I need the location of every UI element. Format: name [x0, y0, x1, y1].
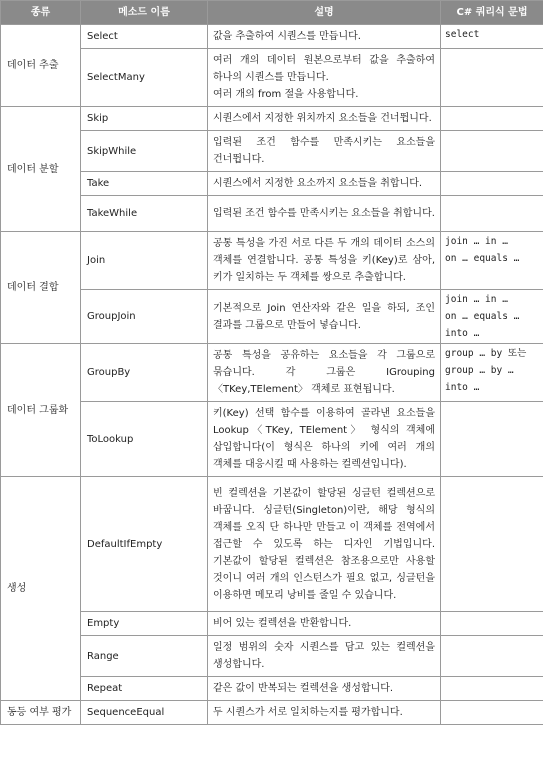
method-name-cell: Empty	[81, 612, 208, 636]
header-row	[1, 1, 543, 25]
header-method: 메소드 이름	[81, 1, 208, 25]
category-cell: 데이터 추출	[1, 25, 81, 107]
table-row	[1, 49, 543, 107]
method-name-cell: Join	[81, 232, 208, 290]
description-cell	[208, 701, 441, 725]
description-cell	[208, 196, 441, 232]
header-description: 설명	[208, 1, 441, 25]
description-cell	[208, 107, 441, 131]
table-row	[1, 344, 543, 402]
table-row	[1, 636, 543, 677]
table-row	[1, 107, 543, 131]
method-name-cell: GroupJoin	[81, 290, 208, 344]
query-syntax-cell	[441, 612, 543, 636]
method-name-cell: GroupBy	[81, 344, 208, 402]
description-text: 입력된 조건 함수를 만족시키는 요소들을 취합니다.	[213, 208, 435, 219]
description-text: 공통 특성을 공유하는 요소들을 각 그룹으로 묶습니다. 각 그룹은 IGrouping〈TKey,TElement〉 객체로 표현됩니다.	[213, 350, 435, 395]
description-cell	[208, 172, 441, 196]
method-name-cell: SequenceEqual	[81, 701, 208, 725]
description-cell	[208, 232, 441, 290]
query-syntax-cell: group … by 또는 group … by … into …	[441, 344, 543, 402]
query-syntax-cell	[441, 196, 543, 232]
table-row	[1, 612, 543, 636]
method-name-cell: TakeWhile	[81, 196, 208, 232]
query-syntax-cell	[441, 477, 543, 612]
table-row	[1, 677, 543, 701]
description-cell	[208, 477, 441, 612]
description-text: 같은 값이 반복되는 컬렉션을 생성합니다.	[213, 683, 394, 694]
table-header	[1, 1, 543, 25]
table-row	[1, 196, 543, 232]
query-syntax-cell	[441, 402, 543, 477]
method-name-cell: SkipWhile	[81, 131, 208, 172]
table-row	[1, 701, 543, 725]
query-syntax-cell	[441, 701, 543, 725]
method-name-cell: ToLookup	[81, 402, 208, 477]
method-name-cell: Select	[81, 25, 208, 49]
description-cell	[208, 402, 441, 477]
description-cell	[208, 344, 441, 402]
method-name-cell: SelectMany	[81, 49, 208, 107]
table-row	[1, 172, 543, 196]
table-row	[1, 477, 543, 612]
query-syntax-cell: select	[441, 25, 543, 49]
table-row	[1, 25, 543, 49]
description-text: 기본적으로 Join 연산자와 같은 일을 하되, 조인 결과를 그룹으로 만들어 넣습니다.	[213, 302, 435, 331]
query-syntax-cell	[441, 677, 543, 701]
method-name-cell: DefaultIfEmpty	[81, 477, 208, 612]
category-cell: 데이터 분할	[1, 107, 81, 232]
category-cell: 데이터 결합	[1, 232, 81, 344]
description-text: 두 시퀀스가 서로 일치하는지를 평가합니다.	[213, 707, 403, 718]
description-cell	[208, 636, 441, 677]
description-text: 값을 추출하여 시퀀스를 만듭니다.	[213, 31, 361, 42]
description-text: 입력된 조건 함수를 만족시키는 요소들을 건너뜁니다.	[213, 137, 435, 165]
method-name-cell: Repeat	[81, 677, 208, 701]
description-cell	[208, 131, 441, 172]
description-text: 비어 있는 컬렉션을 반환합니다.	[213, 618, 352, 629]
header-category: 종류	[1, 1, 81, 25]
description-text: 시퀀스에서 지정한 위치까지 요소들을 건너뜁니다.	[213, 113, 432, 124]
method-name-cell: Take	[81, 172, 208, 196]
description-text: 빈 컬렉션을 기본값이 할당된 싱글턴 컬렉션으로 바꿉니다. 싱글턴(Singleton)이란, 해당 형식의 객체를 오직 단 하나만 만들고 이 객체를 전역에서 접근할 수 있도록 하는 디자인 기법입니다. 기본값이 할당된 컬렉션은 참조용으로만 사용할 것이니 여러 개의 인스턴스가 필요 없고, 싱글턴을 이용하면 메모리 낭비를 줄일 수 있습니다.	[213, 487, 435, 601]
category-cell: 생성	[1, 477, 81, 701]
description-cell	[208, 612, 441, 636]
query-syntax-cell	[441, 172, 543, 196]
query-syntax-cell	[441, 49, 543, 107]
table-row	[1, 232, 543, 290]
table-body	[1, 25, 543, 725]
description-cell	[208, 49, 441, 107]
description-cell	[208, 25, 441, 49]
description-cell	[208, 290, 441, 344]
table-row	[1, 402, 543, 477]
query-syntax-cell: join … in … on … equals …	[441, 232, 543, 290]
description-text: 여러 개의 from 절을 사용합니다.	[213, 89, 359, 100]
description-text: 일정 범위의 숫자 시퀀스를 담고 있는 컬렉션을 생성합니다.	[213, 642, 435, 670]
query-syntax-cell: join … in … on … equals … into …	[441, 290, 543, 344]
description-text: 키(Key) 선택 함수를 이용하여 골라낸 요소들을 Lookup〈TKey, TElement〉 형식의 객체에 삽입합니다(이 형식은 하나의 키에 여러 개의 객체를 대응시킬 때 사용하는 컬렉션입니다).	[213, 408, 435, 470]
query-syntax-cell	[441, 131, 543, 172]
category-cell: 데이터 그룹화	[1, 344, 81, 477]
query-syntax-cell	[441, 107, 543, 131]
query-syntax-cell	[441, 636, 543, 677]
description-cell	[208, 677, 441, 701]
category-cell: 동등 여부 평가	[1, 701, 81, 725]
description-text: 여러 개의 데이터 원본으로부터 값을 추출하여 하나의 시퀀스를 만듭니다.	[213, 55, 435, 83]
method-name-cell: Skip	[81, 107, 208, 131]
table-row	[1, 290, 543, 344]
description-text: 공통 특성을 가진 서로 다른 두 개의 데이터 소스의 객체를 연결합니다. 공통 특성을 키(Key)로 삼아, 키가 일치하는 두 객체를 쌍으로 추출합니다.	[213, 238, 435, 283]
table-row	[1, 131, 543, 172]
method-name-cell: Range	[81, 636, 208, 677]
header-query-syntax: C# 쿼리식 문법	[441, 1, 543, 25]
description-text: 시퀀스에서 지정한 요소까지 요소들을 취합니다.	[213, 178, 423, 189]
